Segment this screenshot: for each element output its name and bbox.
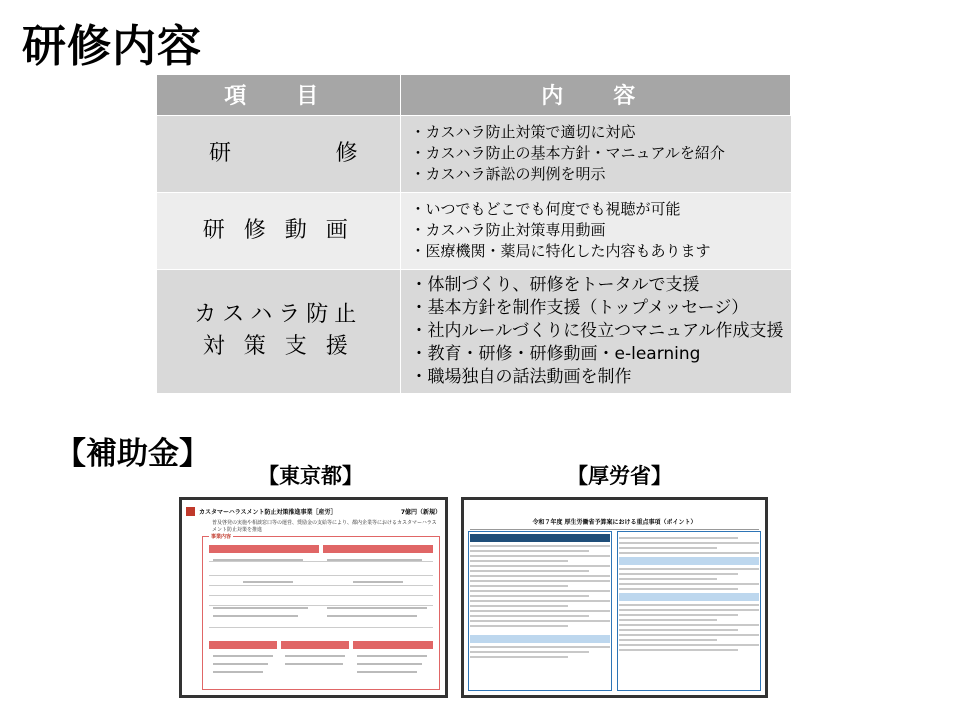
tokyo-doc-text-line bbox=[213, 663, 268, 665]
tokyo-doc-text-line bbox=[243, 581, 293, 583]
header-item: 項 目 bbox=[157, 75, 400, 115]
tokyo-doc-text-line bbox=[213, 655, 273, 657]
tokyo-doc-text-line bbox=[213, 559, 303, 561]
subsidy-heading: 【補助金】 bbox=[55, 436, 210, 472]
tokyo-doc-text-line bbox=[213, 607, 308, 609]
row-content bbox=[400, 192, 791, 269]
tokyo-doc-content-box bbox=[202, 536, 440, 690]
row-item-training bbox=[157, 115, 400, 192]
row-item-line: 対 策 支 援 bbox=[202, 334, 354, 359]
table-header-row bbox=[157, 75, 791, 115]
bullet-item: ・職場独自の話法動画を制作 bbox=[410, 366, 632, 387]
mhlw-doc-title: 令和７年度 厚生労働省予算案における重点事項（ポイント） bbox=[470, 516, 759, 530]
tokyo-doc-col-header bbox=[281, 641, 349, 649]
page-title: 研修内容 bbox=[22, 21, 202, 72]
row-item-char: 研 bbox=[209, 140, 232, 166]
bullet-item: ・カスハラ訴訟の判例を明示 bbox=[410, 165, 606, 183]
bullet-item: ・医療機関・薬局に特化した内容もあります bbox=[410, 242, 711, 260]
row-item-video: 研 修 動 画 bbox=[157, 192, 400, 269]
tokyo-doc-col-header bbox=[353, 641, 433, 649]
tokyo-doc-header bbox=[186, 504, 441, 518]
tokyo-doc-col-header bbox=[209, 641, 277, 649]
tokyo-doc-text-line bbox=[357, 671, 417, 673]
row-item-support bbox=[157, 269, 400, 393]
tokyo-doc-text-line bbox=[327, 615, 417, 617]
tokyo-document-thumbnail bbox=[179, 497, 448, 698]
bullet-item: ・社内ルールづくりに役立つマニュアル作成支援 bbox=[410, 320, 784, 341]
tokyo-doc-description: 普及啓発の実施や相談窓口等の運営、奨励金の支給等により、都内企業等におけるカスタマーハラスメント防止対策を推進 bbox=[212, 520, 437, 533]
bullet-item: ・体制づくり、研修をトータルで支援 bbox=[410, 274, 700, 295]
tokyo-doc-text-line bbox=[213, 671, 263, 673]
flag-icon bbox=[186, 507, 195, 516]
tokyo-doc-text-line bbox=[357, 663, 422, 665]
row-content bbox=[400, 115, 791, 192]
tokyo-doc-text-line bbox=[353, 581, 403, 583]
bullet-item: ・基本方針を制作支援（トップメッセージ） bbox=[410, 297, 749, 318]
mhlw-doc-left-frame bbox=[468, 531, 612, 691]
table-row bbox=[157, 192, 791, 269]
mhlw-label: 【厚労省】 bbox=[567, 464, 672, 488]
row-content bbox=[400, 269, 791, 393]
bullet-item: ・カスハラ防止対策で適切に対応 bbox=[410, 123, 636, 141]
bullet-item: ・カスハラ防止対策専用動画 bbox=[410, 221, 606, 239]
tokyo-doc-text-line bbox=[285, 663, 343, 665]
bullet-item: ・教育・研修・研修動画・e-learning bbox=[410, 343, 701, 364]
tokyo-doc-text-line bbox=[357, 655, 427, 657]
row-item-char: 修 bbox=[335, 140, 358, 166]
bullet-item: ・いつでもどこでも何度でも視聴が可能 bbox=[410, 200, 681, 218]
training-table bbox=[157, 75, 791, 394]
bullet-item: ・カスハラ防止の基本方針・マニュアルを紹介 bbox=[410, 144, 725, 162]
tokyo-doc-budget: 7億円（新規） bbox=[400, 508, 441, 516]
header-content: 内 容 bbox=[400, 75, 791, 115]
tokyo-doc-text-line bbox=[213, 615, 298, 617]
tokyo-doc-text-line bbox=[327, 607, 427, 609]
mhlw-doc-right-frame bbox=[617, 531, 761, 691]
tokyo-doc-section-label: 事業内容 bbox=[211, 534, 232, 540]
mhlw-document-thumbnail bbox=[461, 497, 768, 698]
tokyo-doc-text-line bbox=[285, 655, 345, 657]
table-row bbox=[157, 115, 791, 192]
table-row bbox=[157, 269, 791, 393]
tokyo-doc-text-line bbox=[327, 559, 422, 561]
tokyo-label: 【東京都】 bbox=[258, 464, 363, 488]
row-item-line: カスハラ防止 bbox=[194, 302, 363, 327]
tokyo-doc-title: カスタマーハラスメント防止対策推進事業［産労］ bbox=[199, 508, 337, 516]
